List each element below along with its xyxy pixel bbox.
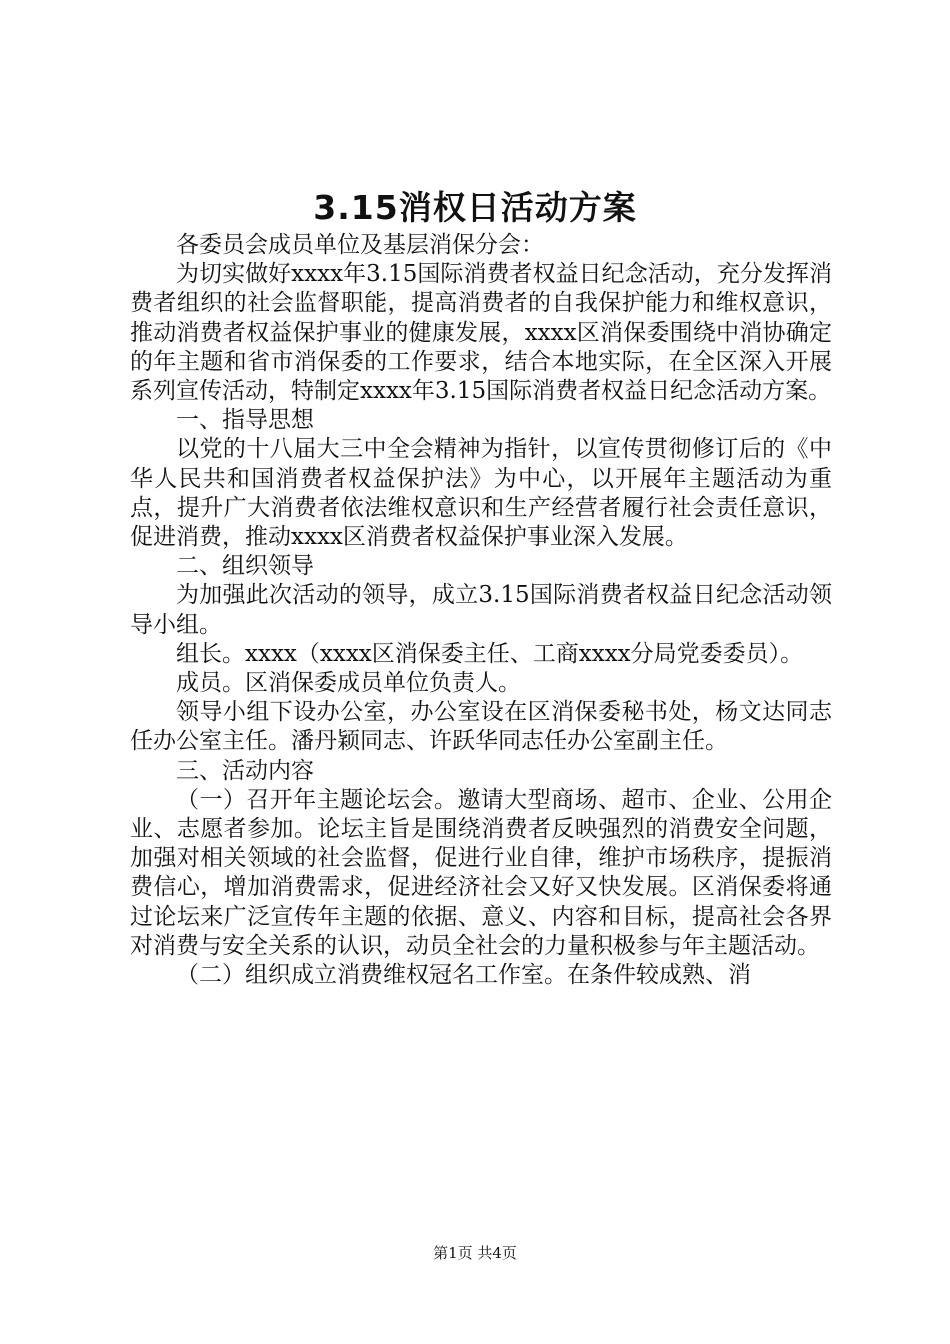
activity-forum-paragraph: （一）召开年主题论坛会。邀请大型商场、超市、企业、公用企业、志愿者参加。论坛主旨是围绕消费者反映强烈的消费安全问题，加强对相关领域的社会监督，促进行业自律，维护市场秩序，提振消费信心，增加消费需求，促进经济社会又好又快发展。区消保委将通过论坛来广泛宣传年主题的依据、意义、内容和目标，提高社会各界对消费与安全关系的认识，动员全社会的力量积极参与年主题活动。 [130, 786, 832, 959]
section-heading-guiding-thought: 一、指导思想 [176, 407, 314, 434]
section-heading-activities: 三、活动内容 [176, 757, 314, 784]
intro-paragraph: 为切实做好xxxx年3.15国际消费者权益日纪念活动，充分发挥消费者组织的社会监督职能，提高消费者的自我保护能力和维权意识，推动消费者权益保护事业的健康发展，xxxx区消保委围绕中消协确定的年主题和省市消保委的工作要求，结合本地实际，在全区深入开展系列宣传活动，特制定xxxx年3.15国际消费者权益日纪念活动方案。 [130, 261, 832, 405]
group-leader-paragraph: 组长。xxxx（xxxx区消保委主任、工商xxxx分局党委委员）。 [176, 640, 804, 667]
activity-studio-paragraph: （二）组织成立消费维权冠名工作室。在条件较成熟、消 [176, 962, 751, 989]
guiding-thought-paragraph: 以党的十八届大三中全会精神为指针，以宣传贯彻修订后的《中华人民共和国消费者权益保护法》为中心，以开展年主题活动为重点，提升广大消费者依法维权意识和生产经营者履行社会责任意识，促进消费，推动xxxx区消费者权益保护事业深入发展。 [130, 436, 832, 551]
salutation-paragraph: 各委员会成员单位及基层消保分会： [176, 232, 544, 258]
organization-paragraph: 为加强此次活动的领导，成立3.15国际消费者权益日纪念活动领导小组。 [130, 582, 832, 638]
document-body [130, 231, 832, 990]
section-heading-organization: 二、组织领导 [176, 553, 314, 580]
page-title: 3.15消权日活动方案 [313, 188, 637, 227]
page-number-footer: 第1页 共4页 [433, 1244, 517, 1262]
members-paragraph: 成员。区消保委成员单位负责人。 [176, 670, 521, 697]
office-paragraph: 领导小组下设办公室，办公室设在区消保委秘书处，杨文达同志任办公室主任。潘丹颖同志、许跃华同志任办公室副主任。 [130, 699, 832, 755]
